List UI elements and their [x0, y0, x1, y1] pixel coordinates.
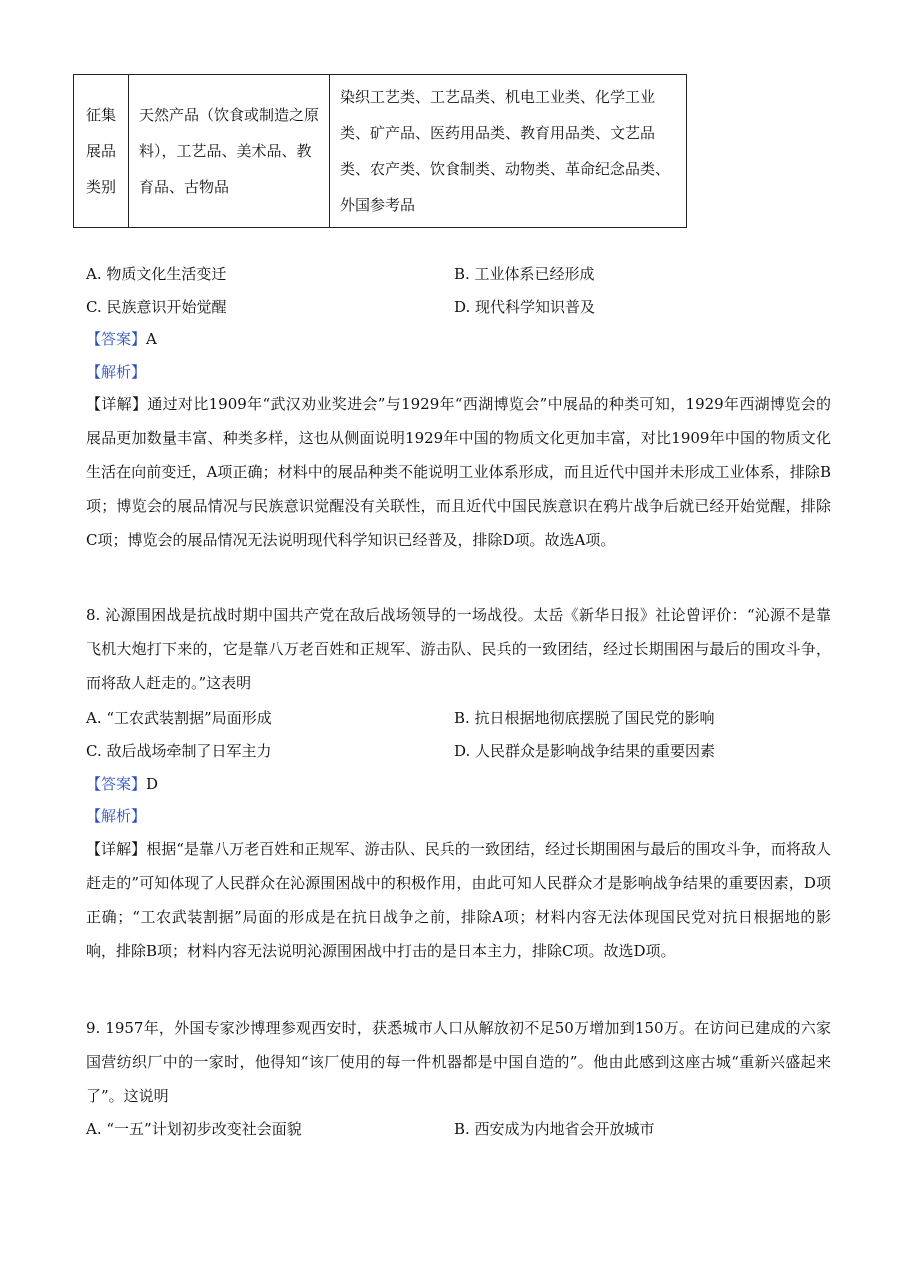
- detail-tag: 【详解】: [86, 395, 148, 413]
- q8-answer: [86, 774, 158, 794]
- q7-option-a: A. 物质文化生活变迁: [86, 265, 227, 283]
- exhibit-category-table: [73, 74, 687, 228]
- q7-analysis-tag: 【解析】: [86, 363, 147, 381]
- q8-option-b: B. 抗日根据地彻底摆脱了国民党的影响: [454, 709, 715, 727]
- q8-option-a: A. “工农武装割据”局面形成: [86, 709, 272, 727]
- q8-analysis-tag: 【解析】: [86, 807, 147, 825]
- answer-tag: 【答案】: [86, 775, 147, 793]
- table-row: [74, 75, 687, 228]
- q7-option-d: D. 现代科学知识普及: [454, 298, 596, 316]
- answer-value: D: [146, 775, 159, 793]
- q7-option-c: C. 民族意识开始觉醒: [86, 298, 227, 316]
- answer-value: A: [146, 330, 157, 348]
- q9-option-b: B. 西安成为内地省会开放城市: [454, 1120, 655, 1138]
- q8-stem: 8. 沁源围困战是抗战时期中国共产党在敌后战场领导的一场战役。太岳《新华日报》社论曾评价：“沁源不是靠飞机大炮打下来的，它是靠八万老百姓和正规军、游击队、民兵的一致团结，经过长期围困与最后的围攻斗争，而将敌人赶走的。”这表明: [86, 606, 831, 692]
- q7-answer: [86, 329, 157, 349]
- detail-text: 通过对比1909年“武汉劝业奖进会”与1929年“西湖博览会”中展品的种类可知，1929年西湖博览会的展品更加数量丰富、种类多样，这也从侧面说明1929年中国的物质文化更加丰富，对比1909年中国的物质文化生活在向前变迁，A项正确；材料中的展品种类不能说明工业体系形成，而且近代中国并未形成工业体系，排除B项；博览会的展品情况与民族意识觉醒没有关联性，而且近代中国民族意识在鸦片战争后就已经开始觉醒，排除C项；博览会的展品情况无法说明现代科学知识已经普及，排除D项。故选A项。: [86, 395, 831, 549]
- q7-detail: [86, 387, 831, 557]
- table-cell-1929: 染织工艺类、工艺品类、机电工业类、化学工业类、矿产品、医药用品类、教育用品类、文艺品类、农产类、饮食制类、动物类、革命纪念品类、外国参考品: [330, 75, 687, 228]
- q9-option-a: A. “一五”计划初步改变社会面貌: [86, 1120, 302, 1138]
- q8-detail: [86, 832, 831, 968]
- q7-option-b: B. 工业体系已经形成: [454, 265, 595, 283]
- q8-option-c: C. 敌后战场牵制了日军主力: [86, 742, 272, 760]
- detail-text: 根据“是靠八万老百姓和正规军、游击队、民兵的一致团结，经过长期围困与最后的围攻斗争，而将敌人赶走的”可知体现了人民群众在沁源围困战中的积极作用，由此可知人民群众才是影响战争结果的重要因素，D项正确；“工农武装割据”局面的形成是在抗日战争之前，排除A项；材料内容无法体现国民党对抗日根据地的影响，排除B项；材料内容无法说明沁源围困战中打击的是日本主力，排除C项。故选D项。: [86, 840, 831, 960]
- answer-tag: 【答案】: [86, 330, 147, 348]
- q9-stem: 9. 1957年，外国专家沙博理参观西安时，获悉城市人口从解放初不足50万增加到150万。在访问已建成的六家国营纺织厂中的一家时，他得知“该厂使用的每一件机器都是中国自造的”。他由此感到这座古城“重新兴盛起来了”。这说明: [86, 1019, 831, 1105]
- table-row-header: 征集展品类别: [74, 75, 129, 228]
- q8-option-d: D. 人民群众是影响战争结果的重要因素: [454, 742, 716, 760]
- detail-tag: 【详解】: [86, 840, 147, 858]
- table-cell-1909: 天然产品（饮食或制造之原料），工艺品、美术品、教育品、古物品: [129, 75, 330, 228]
